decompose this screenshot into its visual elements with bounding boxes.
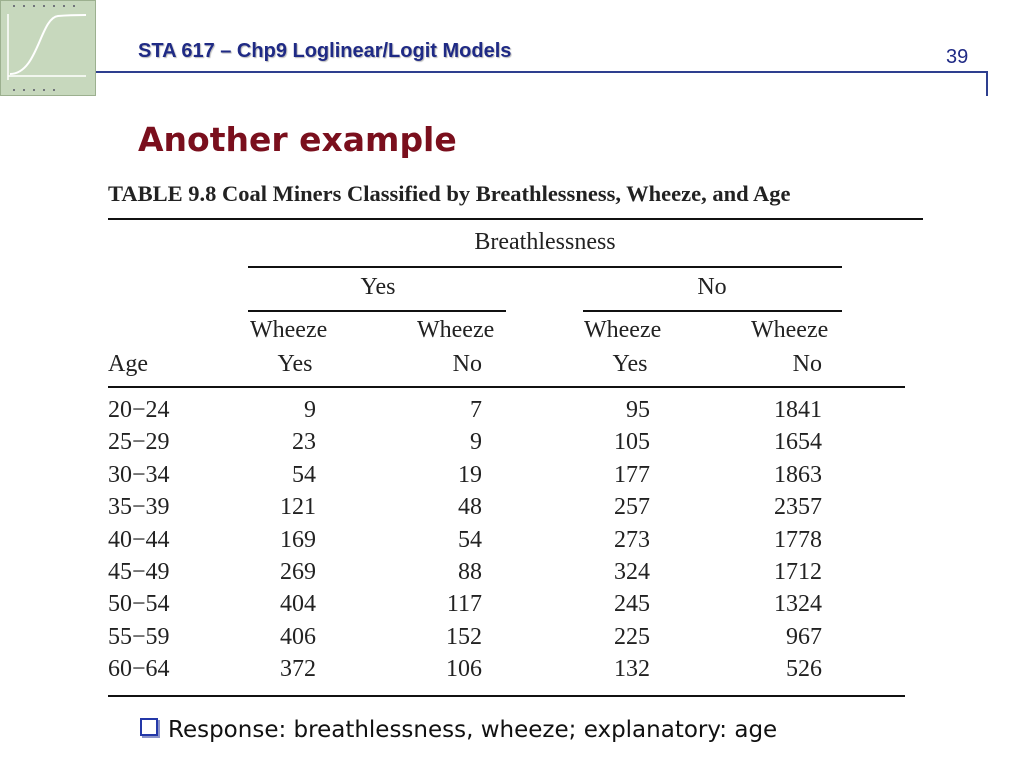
group-header-yes: Yes xyxy=(360,274,396,300)
count-cell: 1654 xyxy=(774,429,822,456)
slide-title: Another example xyxy=(138,120,457,159)
logistic-curve-logo-icon xyxy=(0,0,96,96)
course-title: STA 617 – Chp9 Loglinear/Logit Models xyxy=(138,40,512,62)
count-cell: 19 xyxy=(458,461,482,488)
count-cell: 1712 xyxy=(774,559,822,585)
spanner-header: Breathlessness xyxy=(474,229,616,255)
count-cell: 273 xyxy=(614,526,650,553)
row-header-age: Age xyxy=(108,351,148,377)
count-cell: 324 xyxy=(614,559,650,585)
age-cell: 50−54 xyxy=(108,591,170,618)
count-cell: 526 xyxy=(786,656,822,683)
subheader-line1: Wheeze xyxy=(250,317,328,343)
count-cell: 105 xyxy=(614,429,650,456)
age-cell: 60−64 xyxy=(108,656,170,683)
age-cell: 20−24 xyxy=(108,397,170,423)
count-cell: 372 xyxy=(280,656,316,683)
group-rule-no xyxy=(583,310,842,312)
count-cell: 117 xyxy=(446,591,482,618)
count-cell: 9 xyxy=(304,397,316,423)
count-cell: 95 xyxy=(626,397,650,423)
count-cell: 23 xyxy=(292,429,316,456)
hollow-square-bullet-icon xyxy=(140,718,158,736)
header-bottom-rule xyxy=(108,386,905,388)
count-cell: 225 xyxy=(614,623,650,650)
page-number: 39 xyxy=(946,46,969,68)
count-cell: 169 xyxy=(280,526,316,553)
bullet-item xyxy=(140,717,777,743)
subheader-line2: Yes xyxy=(612,351,648,377)
age-cell: 40−44 xyxy=(108,526,170,553)
count-cell: 54 xyxy=(458,526,482,553)
age-cell: 55−59 xyxy=(108,623,170,650)
count-cell: 106 xyxy=(446,656,482,683)
table-bottom-rule xyxy=(108,695,905,697)
count-cell: 406 xyxy=(280,623,316,650)
count-cell: 2357 xyxy=(774,494,822,521)
count-cell: 88 xyxy=(458,559,482,585)
count-cell: 9 xyxy=(470,429,482,456)
count-cell: 269 xyxy=(280,559,316,585)
subheader-line1: Wheeze xyxy=(584,317,662,343)
table-top-rule xyxy=(108,218,923,220)
count-cell: 967 xyxy=(786,623,822,650)
count-cell: 132 xyxy=(614,656,650,683)
bullet-text: Response: breathlessness, wheeze; explanatory: age xyxy=(168,717,778,743)
header-rule-corner xyxy=(986,71,988,96)
age-cell: 25−29 xyxy=(108,429,170,456)
count-cell: 1863 xyxy=(774,461,822,488)
count-cell: 1778 xyxy=(774,526,822,553)
count-cell: 152 xyxy=(446,623,482,650)
age-cell: 45−49 xyxy=(108,559,170,585)
count-cell: 1841 xyxy=(774,397,822,423)
count-cell: 121 xyxy=(280,494,316,521)
count-cell: 404 xyxy=(280,591,316,618)
header-rule xyxy=(96,71,988,73)
count-cell: 48 xyxy=(458,494,482,521)
table-caption: TABLE 9.8 Coal Miners Classified by Breathlessness, Wheeze, and Age xyxy=(108,181,791,206)
subheader-line2: No xyxy=(792,351,822,377)
group-rule-yes xyxy=(248,310,506,312)
count-cell: 245 xyxy=(614,591,650,618)
subheader-line2: Yes xyxy=(277,351,313,377)
age-cell: 35−39 xyxy=(108,494,170,521)
count-cell: 7 xyxy=(470,397,482,423)
count-cell: 54 xyxy=(292,461,316,488)
subheader-line1: Wheeze xyxy=(417,317,495,343)
spanner-rule xyxy=(248,266,842,268)
subheader-line2: No xyxy=(452,351,482,377)
count-cell: 177 xyxy=(614,461,650,488)
age-cell: 30−34 xyxy=(108,461,170,488)
count-cell: 1324 xyxy=(774,591,822,618)
subheader-line1: Wheeze xyxy=(751,317,829,343)
group-header-no: No xyxy=(697,274,727,300)
count-cell: 257 xyxy=(614,494,650,521)
